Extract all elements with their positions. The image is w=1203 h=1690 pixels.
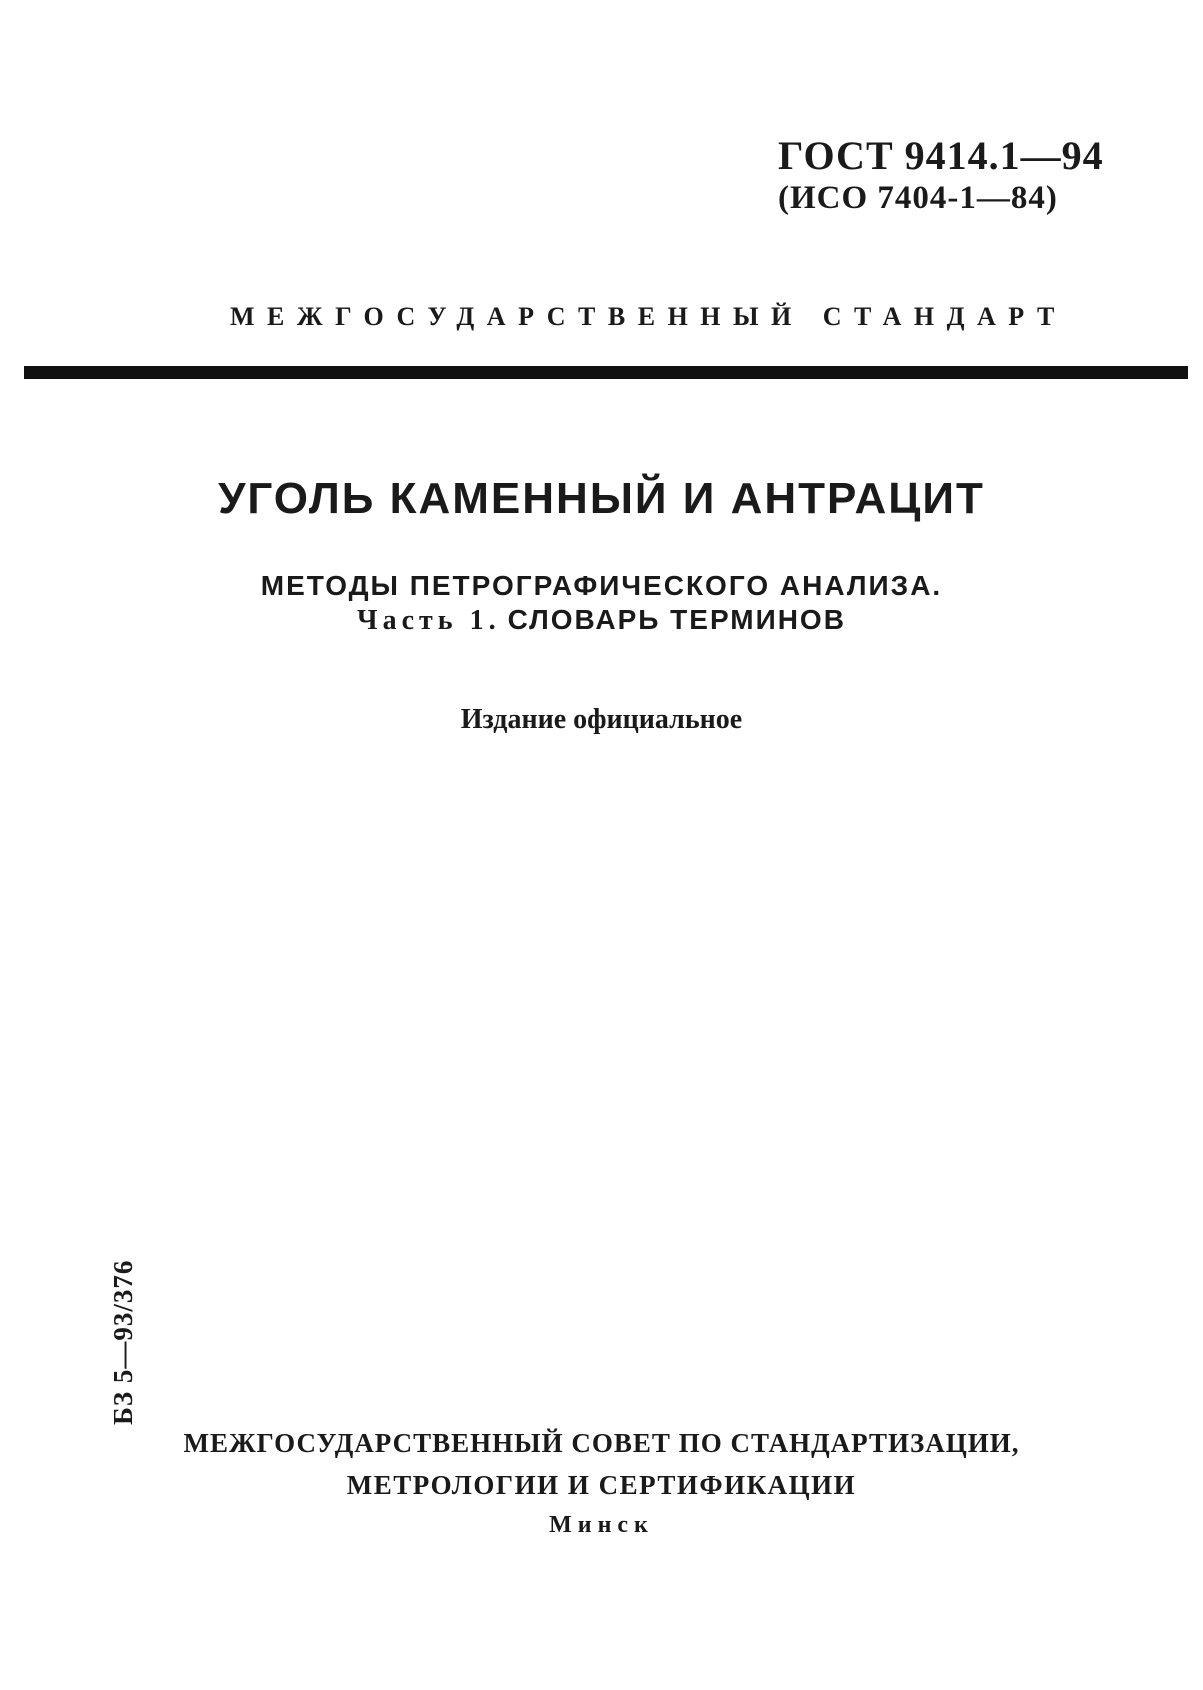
part-heading xyxy=(0,604,1203,637)
iso-number: (ИСО 7404-1—84) xyxy=(778,180,1058,216)
document-subtitle: МЕТОДЫ ПЕТРОГРАФИЧЕСКОГО АНАЛИЗА. xyxy=(260,570,943,601)
publisher-city: Минск xyxy=(549,1512,654,1538)
document-title: УГОЛЬ КАМЕННЫЙ И АНТРАЦИТ xyxy=(218,474,985,523)
side-publication-code: БЗ 5—93/376 xyxy=(108,1259,138,1425)
gost-number: ГОСТ 9414.1—94 xyxy=(778,133,1104,178)
publisher-line-2: МЕТРОЛОГИИ И СЕРТИФИКАЦИИ xyxy=(346,1470,857,1500)
header-divider-rule xyxy=(24,366,1188,379)
part-label: Часть 1. xyxy=(357,605,501,636)
part-title: СЛОВАРЬ ТЕРМИНОВ xyxy=(507,604,846,635)
edition-label: Издание официальное xyxy=(460,704,743,735)
publisher-line-1: МЕЖГОСУДАРСТВЕННЫЙ СОВЕТ ПО СТАНДАРТИЗАЦИИ, xyxy=(183,1428,1020,1458)
standard-type-label: МЕЖГОСУДАРСТВЕННЫЙ СТАНДАРТ xyxy=(230,302,1067,331)
